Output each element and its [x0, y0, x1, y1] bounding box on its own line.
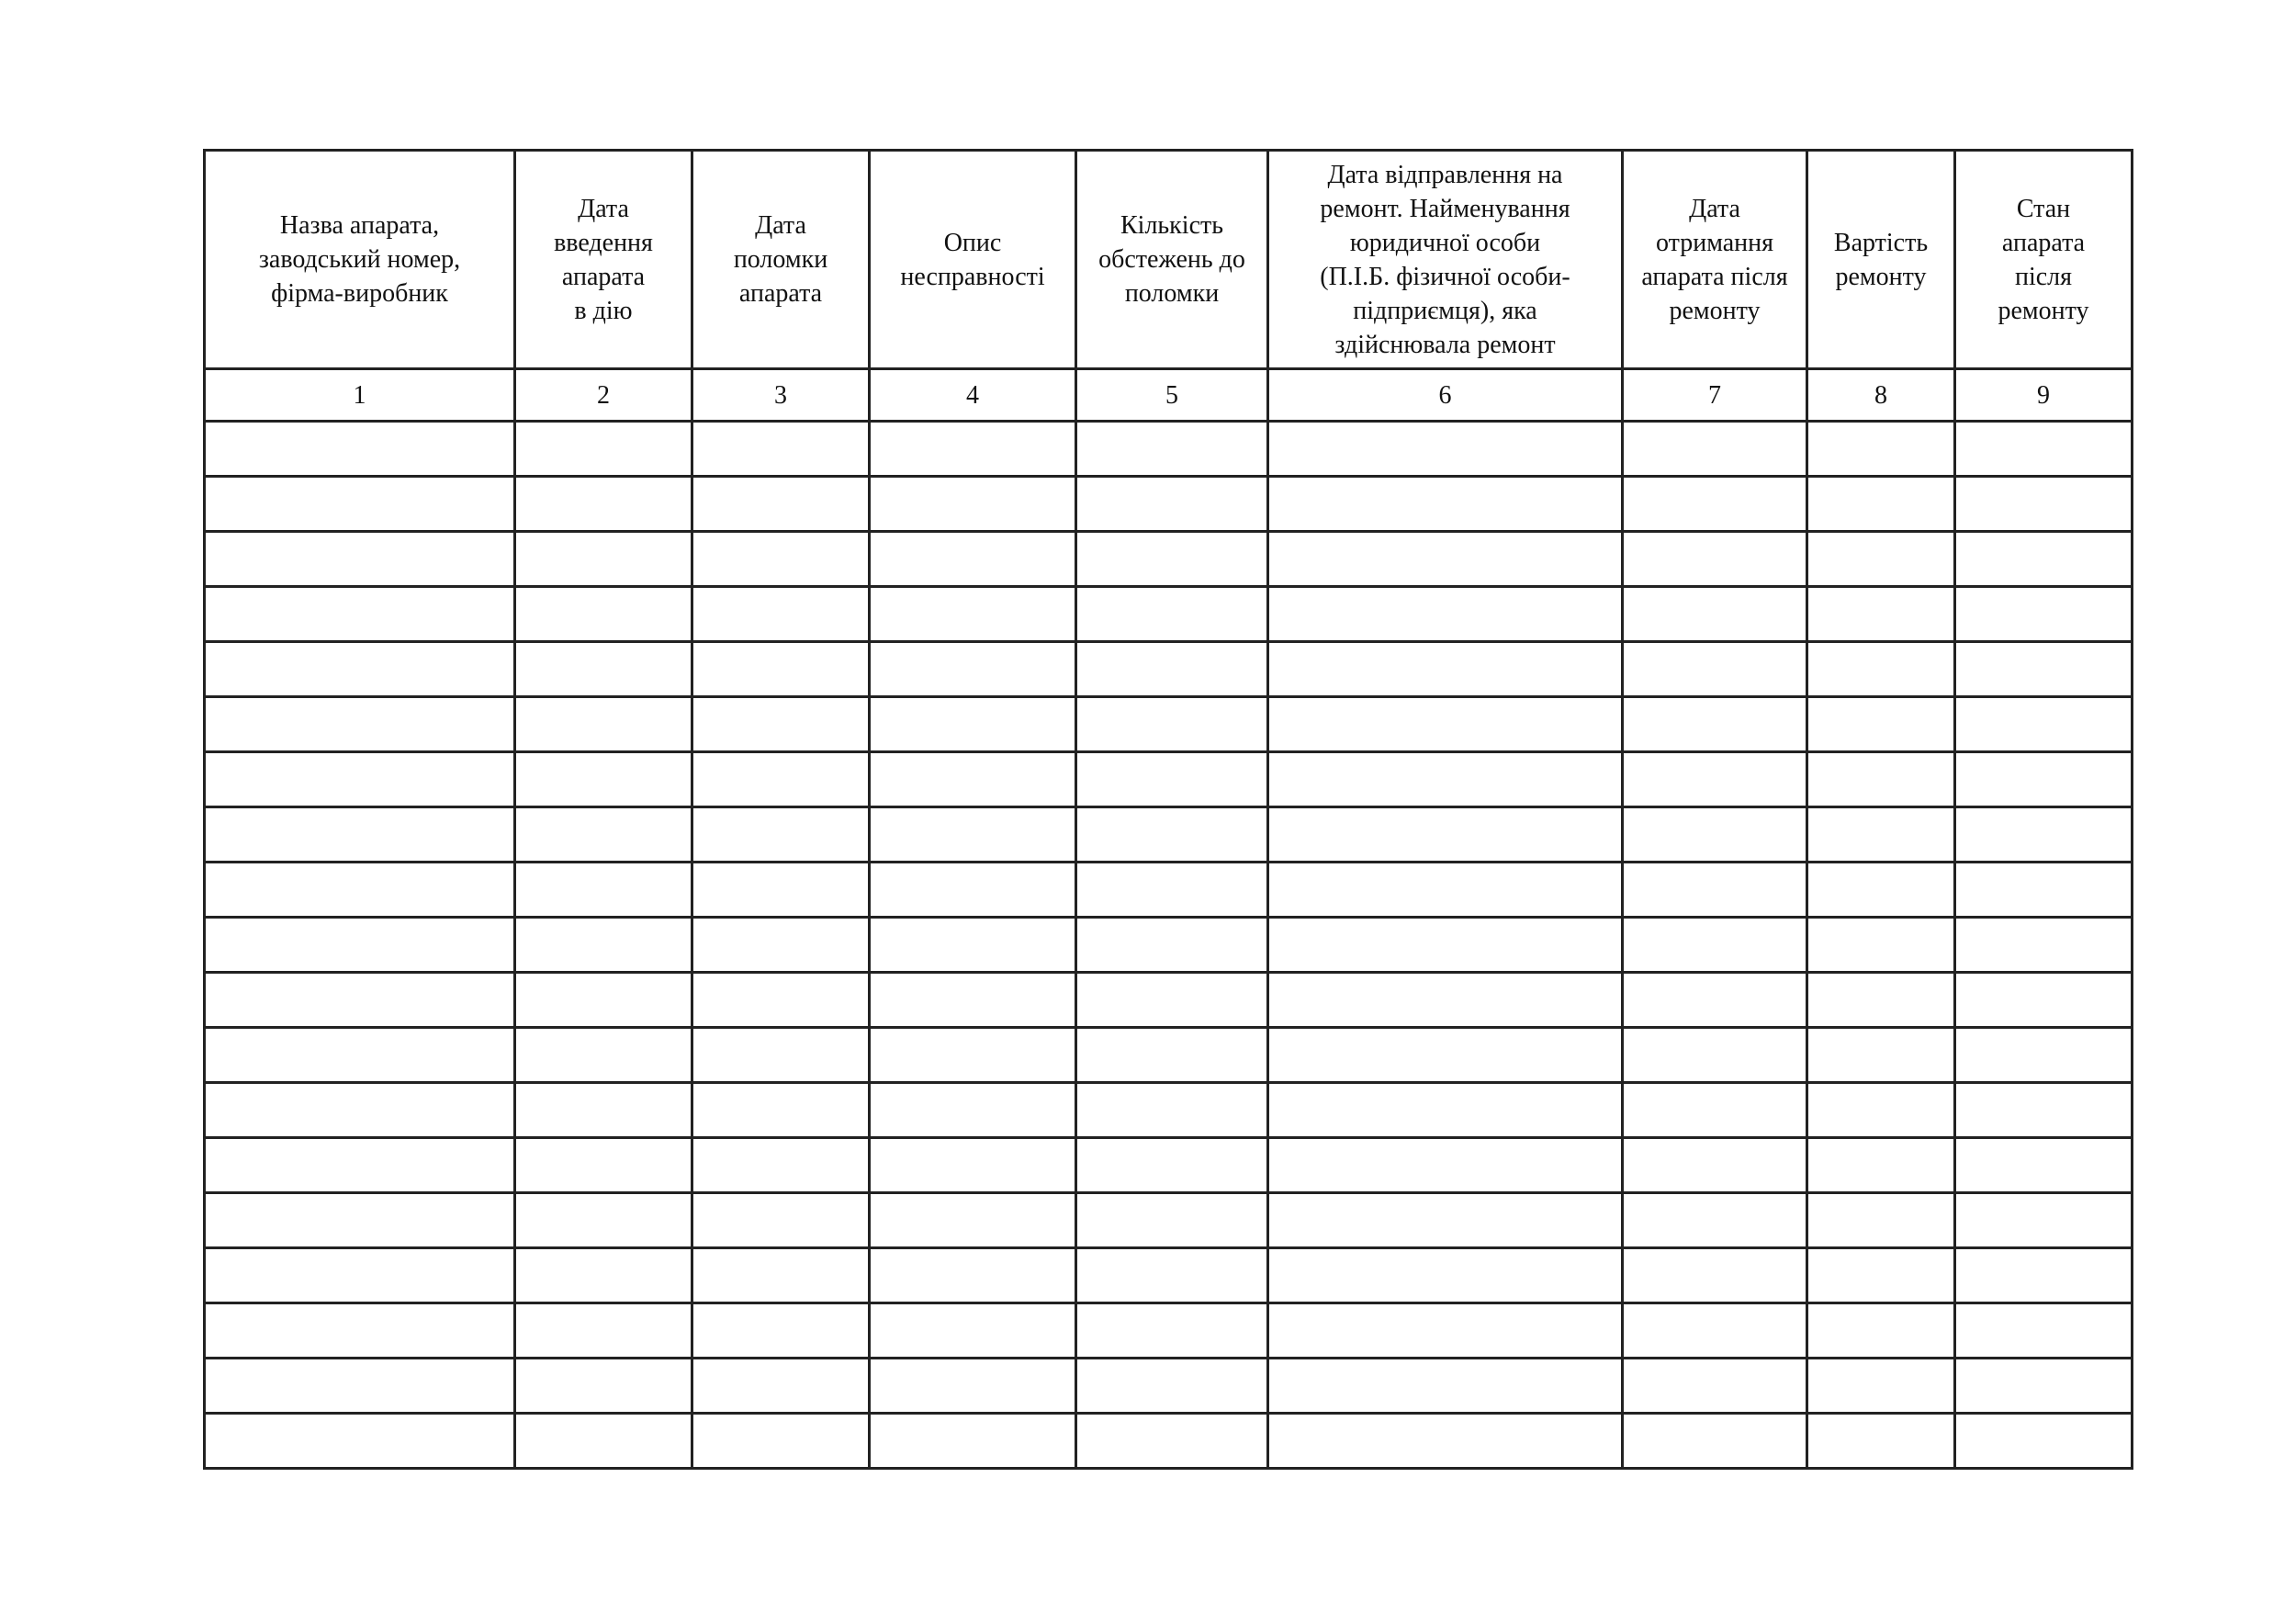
- table-cell: [1623, 918, 1807, 973]
- table-row: [205, 1359, 2133, 1414]
- table-cell: [1076, 1303, 1268, 1359]
- table-row: [205, 1414, 2133, 1469]
- table-cell: [1268, 422, 1623, 477]
- table-cell: [1807, 1028, 1955, 1083]
- table-row: [205, 1028, 2133, 1083]
- table-row: [205, 1248, 2133, 1303]
- table-cell: [692, 807, 870, 863]
- table-cell: [1807, 697, 1955, 752]
- table-cell: [692, 918, 870, 973]
- column-number: 8: [1807, 369, 1955, 422]
- table-row: [205, 1138, 2133, 1193]
- table-cell: [692, 1028, 870, 1083]
- table-cell: [205, 918, 515, 973]
- table-cell: [1623, 1028, 1807, 1083]
- table-row: [205, 642, 2133, 697]
- table-row: [205, 752, 2133, 807]
- column-header-device-name: Назва апарата, заводський номер, фірма-виробник: [205, 151, 515, 369]
- table-cell: [692, 422, 870, 477]
- table-cell: [1807, 1359, 1955, 1414]
- table-cell: [870, 973, 1076, 1028]
- column-number: 4: [870, 369, 1076, 422]
- table-cell: [1955, 973, 2133, 1028]
- table-cell: [870, 1359, 1076, 1414]
- table-cell: [205, 1138, 515, 1193]
- table-cell: [870, 587, 1076, 642]
- table-cell: [870, 807, 1076, 863]
- table-cell: [1268, 1028, 1623, 1083]
- table-cell: [870, 477, 1076, 532]
- table-cell: [1268, 587, 1623, 642]
- table-cell: [1623, 697, 1807, 752]
- table-cell: [1807, 752, 1955, 807]
- table-cell: [515, 1248, 692, 1303]
- table-cell: [1623, 1303, 1807, 1359]
- table-cell: [1076, 587, 1268, 642]
- table-cell: [870, 642, 1076, 697]
- table-cell: [1268, 1083, 1623, 1138]
- table-cell: [870, 1138, 1076, 1193]
- table-cell: [870, 1414, 1076, 1469]
- table-cell: [1268, 863, 1623, 918]
- repair-register-table: [203, 149, 2133, 1470]
- table-cell: [692, 1414, 870, 1469]
- column-header-return-date: Дата отримання апарата після ремонту: [1623, 151, 1807, 369]
- table-cell: [515, 642, 692, 697]
- table-cell: [1268, 973, 1623, 1028]
- table-row: [205, 422, 2133, 477]
- table-cell: [870, 532, 1076, 587]
- table-cell: [692, 1083, 870, 1138]
- table-cell: [1955, 532, 2133, 587]
- table-cell: [515, 807, 692, 863]
- table-cell: [205, 1193, 515, 1248]
- table-cell: [870, 697, 1076, 752]
- table-cell: [1955, 1303, 2133, 1359]
- table-cell: [1623, 1414, 1807, 1469]
- table-cell: [1807, 422, 1955, 477]
- table-cell: [515, 477, 692, 532]
- table-cell: [692, 863, 870, 918]
- table-cell: [1076, 973, 1268, 1028]
- table-cell: [1955, 1138, 2133, 1193]
- column-number: 7: [1623, 369, 1807, 422]
- table-cell: [205, 863, 515, 918]
- table-cell: [1807, 973, 1955, 1028]
- table-cell: [205, 1359, 515, 1414]
- table-cell: [1076, 532, 1268, 587]
- table-cell: [515, 1359, 692, 1414]
- table-cell: [515, 532, 692, 587]
- table-cell: [692, 1138, 870, 1193]
- table-cell: [1268, 752, 1623, 807]
- table-cell: [1807, 1414, 1955, 1469]
- table-cell: [1623, 422, 1807, 477]
- table-cell: [1807, 532, 1955, 587]
- table-cell: [1955, 422, 2133, 477]
- column-header-breakdown-date: Дата поломки апарата: [692, 151, 870, 369]
- table-cell: [205, 697, 515, 752]
- table-cell: [205, 477, 515, 532]
- table-cell: [1268, 807, 1623, 863]
- table-cell: [692, 1359, 870, 1414]
- table-cell: [205, 1248, 515, 1303]
- table-cell: [1955, 918, 2133, 973]
- table-cell: [515, 973, 692, 1028]
- table-cell: [515, 752, 692, 807]
- table-cell: [1268, 642, 1623, 697]
- column-number: 3: [692, 369, 870, 422]
- column-header-device-condition: Стан апарата після ремонту: [1955, 151, 2133, 369]
- table-cell: [1623, 1193, 1807, 1248]
- table-row: [205, 1303, 2133, 1359]
- column-number: 5: [1076, 369, 1268, 422]
- table-cell: [870, 1028, 1076, 1083]
- table-row: [205, 532, 2133, 587]
- table-cell: [1268, 1359, 1623, 1414]
- table-cell: [205, 1028, 515, 1083]
- table-cell: [692, 973, 870, 1028]
- table-cell: [1076, 422, 1268, 477]
- table-cell: [1955, 1083, 2133, 1138]
- table-cell: [1807, 477, 1955, 532]
- table-row: [205, 697, 2133, 752]
- table-cell: [1268, 532, 1623, 587]
- document-page: [203, 149, 2133, 1470]
- column-header-fault-description: Опис несправності: [870, 151, 1076, 369]
- table-cell: [692, 1193, 870, 1248]
- table-cell: [1076, 642, 1268, 697]
- table-cell: [1955, 477, 2133, 532]
- table-row: [205, 1193, 2133, 1248]
- column-header-commission-date: Дата введення апарата в дію: [515, 151, 692, 369]
- table-row: [205, 807, 2133, 863]
- table-cell: [1623, 1083, 1807, 1138]
- table-cell: [1623, 973, 1807, 1028]
- column-number: 2: [515, 369, 692, 422]
- table-cell: [1623, 1138, 1807, 1193]
- table-cell: [1623, 642, 1807, 697]
- table-cell: [1623, 477, 1807, 532]
- table-cell: [870, 918, 1076, 973]
- column-number: 6: [1268, 369, 1623, 422]
- table-cell: [515, 1414, 692, 1469]
- table-cell: [1268, 1248, 1623, 1303]
- table-cell: [1955, 1028, 2133, 1083]
- table-cell: [1623, 863, 1807, 918]
- table-row: [205, 587, 2133, 642]
- table-cell: [1955, 587, 2133, 642]
- table-row: [205, 918, 2133, 973]
- table-cell: [1076, 1414, 1268, 1469]
- table-cell: [1807, 1083, 1955, 1138]
- table-cell: [1955, 1248, 2133, 1303]
- table-cell: [1268, 918, 1623, 973]
- table-cell: [205, 752, 515, 807]
- table-cell: [1076, 477, 1268, 532]
- table-cell: [1076, 752, 1268, 807]
- table-cell: [515, 1028, 692, 1083]
- table-cell: [1955, 863, 2133, 918]
- table-cell: [1268, 1138, 1623, 1193]
- table-cell: [1807, 1248, 1955, 1303]
- table-cell: [1955, 642, 2133, 697]
- table-cell: [1076, 1359, 1268, 1414]
- table-header-row: [205, 151, 2133, 369]
- table-cell: [1807, 863, 1955, 918]
- table-cell: [1955, 1359, 2133, 1414]
- table-row: [205, 973, 2133, 1028]
- table-cell: [515, 587, 692, 642]
- table-cell: [205, 1414, 515, 1469]
- table-cell: [515, 1193, 692, 1248]
- table-row: [205, 863, 2133, 918]
- table-cell: [1268, 1193, 1623, 1248]
- table-cell: [1623, 532, 1807, 587]
- table-cell: [870, 752, 1076, 807]
- table-cell: [1076, 697, 1268, 752]
- table-cell: [1807, 807, 1955, 863]
- table-cell: [1268, 1414, 1623, 1469]
- table-cell: [1076, 1193, 1268, 1248]
- table-cell: [515, 697, 692, 752]
- table-cell: [1076, 1028, 1268, 1083]
- table-cell: [205, 422, 515, 477]
- table-cell: [1076, 918, 1268, 973]
- table-cell: [692, 697, 870, 752]
- column-header-exam-count: Кількість обстежень до поломки: [1076, 151, 1268, 369]
- table-cell: [1807, 918, 1955, 973]
- table-cell: [1076, 1083, 1268, 1138]
- table-cell: [870, 1193, 1076, 1248]
- table-body: [205, 422, 2133, 1469]
- table-cell: [205, 1083, 515, 1138]
- table-cell: [870, 422, 1076, 477]
- table-cell: [205, 1303, 515, 1359]
- table-cell: [692, 587, 870, 642]
- table-cell: [1623, 807, 1807, 863]
- column-header-repair-dispatch: Дата відправлення на ремонт. Найменування юридичної особи (П.І.Б. фізичної особи- підприємця), яка здійснювала ремонт: [1268, 151, 1623, 369]
- column-header-repair-cost: Вартість ремонту: [1807, 151, 1955, 369]
- table-cell: [870, 1248, 1076, 1303]
- table-cell: [692, 1248, 870, 1303]
- table-cell: [1076, 863, 1268, 918]
- table-cell: [1955, 752, 2133, 807]
- table-cell: [1076, 1138, 1268, 1193]
- table-cell: [692, 642, 870, 697]
- column-number: 1: [205, 369, 515, 422]
- table-row: [205, 477, 2133, 532]
- table-cell: [205, 807, 515, 863]
- table-cell: [1623, 587, 1807, 642]
- table-cell: [1076, 807, 1268, 863]
- table-cell: [1955, 1193, 2133, 1248]
- table-cell: [515, 1303, 692, 1359]
- table-row: [205, 1083, 2133, 1138]
- table-cell: [1807, 642, 1955, 697]
- table-cell: [515, 918, 692, 973]
- column-number-row: [205, 369, 2133, 422]
- table-cell: [1807, 1138, 1955, 1193]
- table-cell: [1955, 697, 2133, 752]
- table-cell: [870, 1083, 1076, 1138]
- table-cell: [1076, 1248, 1268, 1303]
- table-cell: [870, 863, 1076, 918]
- table-cell: [515, 422, 692, 477]
- table-cell: [1955, 1414, 2133, 1469]
- table-cell: [205, 642, 515, 697]
- table-cell: [205, 973, 515, 1028]
- table-cell: [692, 532, 870, 587]
- table-cell: [1623, 1359, 1807, 1414]
- table-cell: [515, 1138, 692, 1193]
- table-cell: [1623, 752, 1807, 807]
- table-cell: [205, 587, 515, 642]
- column-number: 9: [1955, 369, 2133, 422]
- table-cell: [1268, 477, 1623, 532]
- table-cell: [1268, 1303, 1623, 1359]
- table-cell: [692, 477, 870, 532]
- table-cell: [1268, 697, 1623, 752]
- table-cell: [1955, 807, 2133, 863]
- table-cell: [1623, 1248, 1807, 1303]
- table-cell: [205, 532, 515, 587]
- table-cell: [515, 1083, 692, 1138]
- table-cell: [692, 1303, 870, 1359]
- table-cell: [870, 1303, 1076, 1359]
- table-cell: [1807, 1193, 1955, 1248]
- table-cell: [1807, 587, 1955, 642]
- table-cell: [515, 863, 692, 918]
- table-cell: [692, 752, 870, 807]
- table-cell: [1807, 1303, 1955, 1359]
